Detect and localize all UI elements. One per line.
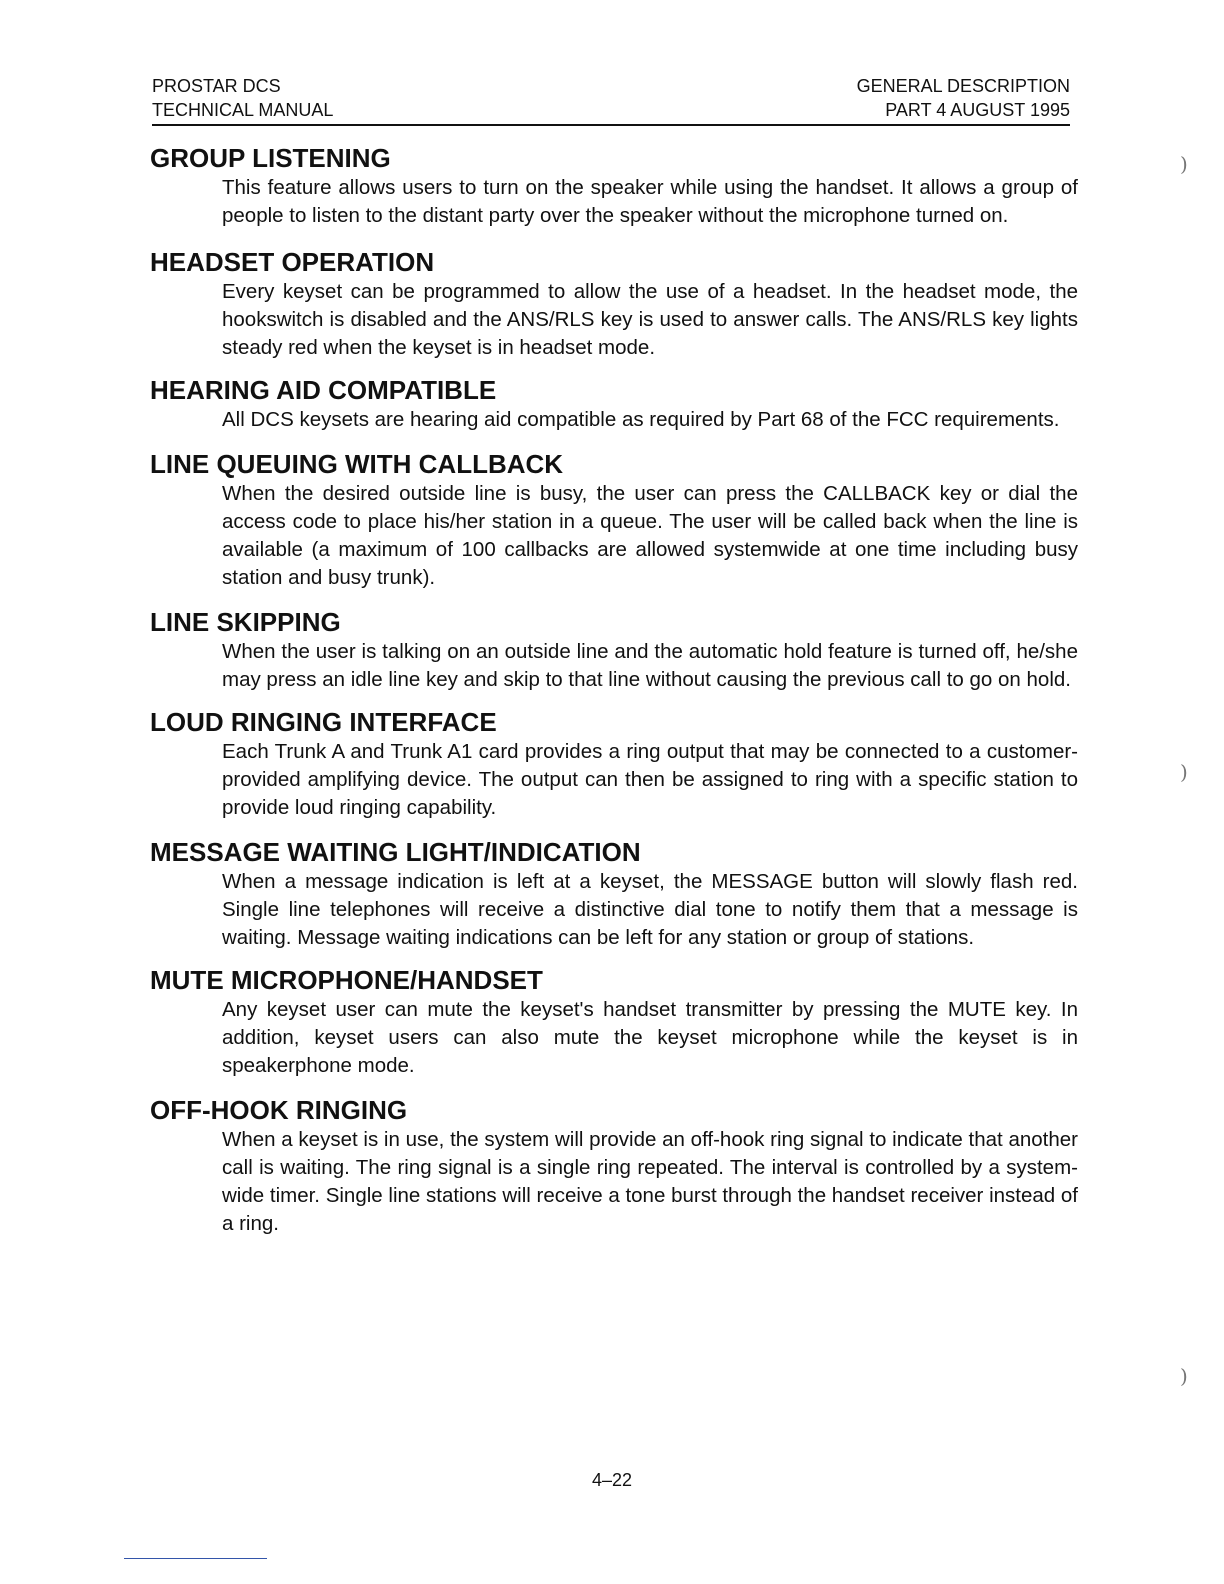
header-right: [857, 74, 1070, 122]
binding-mark-icon: ): [1180, 1364, 1188, 1388]
page-content: [150, 142, 1078, 1238]
section-line-skipping: [150, 606, 1078, 694]
header-left: [152, 74, 333, 122]
section-headset-operation: [150, 246, 1078, 362]
section-body: Any keyset user can mute the keyset's handset transmitter by pressing the MUTE key. In addition, keyset users can also mute the keyset microphone while the keyset is in speakerphone mode.: [222, 998, 1078, 1077]
section-off-hook-ringing: [150, 1094, 1078, 1238]
binding-mark-icon: ): [1180, 152, 1188, 176]
section-body: Each Trunk A and Trunk A1 card provides a ring output that may be connected to a customer-provided amplifying device. The output can then be assigned to ring with a specific station to provide loud ringing capability.: [222, 740, 1078, 819]
page-footer: [0, 1468, 1224, 1492]
section-title: HEADSET OPERATION: [150, 247, 435, 277]
section-title: LOUD RINGING INTERFACE: [150, 707, 497, 737]
binding-mark-icon: ): [1180, 760, 1188, 784]
footnote-rule: [124, 1558, 267, 1559]
section-title: LINE QUEUING WITH CALLBACK: [150, 449, 564, 479]
section-title: HEARING AID COMPATIBLE: [150, 375, 497, 405]
section-group-listening: [150, 142, 1078, 230]
section-mute-microphone-handset: [150, 964, 1078, 1080]
section-loud-ringing-interface: [150, 706, 1078, 822]
header-product: PROSTAR DCS: [152, 76, 281, 96]
header-part-date: PART 4 AUGUST 1995: [885, 100, 1070, 120]
section-body: All DCS keysets are hearing aid compatible as required by Part 68 of the FCC requirements.: [222, 408, 1060, 431]
section-line-queuing-with-callback: [150, 448, 1078, 592]
section-body: Every keyset can be programmed to allow the use of a headset. In the headset mode, the hookswitch is disabled and the ANS/RLS key is used to answer calls. The ANS/RLS key lights steady red when the keyset is in headset mode.: [222, 280, 1078, 359]
section-title: MESSAGE WAITING LIGHT/INDICATION: [150, 837, 641, 867]
section-title: GROUP LISTENING: [150, 143, 391, 173]
section-title: MUTE MICROPHONE/HANDSET: [150, 965, 543, 995]
section-body: When a message indication is left at a keyset, the MESSAGE button will slowly flash red. Single line telephones will receive a distinctive dial tone to notify them that a message is waiting. Message waiting indications can be left for any station or group of stations.: [222, 870, 1078, 949]
section-message-waiting: [150, 836, 1078, 952]
section-title: LINE SKIPPING: [150, 607, 341, 637]
header-chapter: GENERAL DESCRIPTION: [856, 76, 1070, 96]
header-manual: TECHNICAL MANUAL: [152, 100, 334, 120]
section-body: When the desired outside line is busy, the user can press the CALLBACK key or dial the access code to place his/her station in a queue. The user will be called back when the line is available (a maximum of 100 callbacks are allowed systemwide at one time including busy station and busy trunk).: [222, 482, 1078, 589]
section-body: When a keyset is in use, the system will provide an off-hook ring signal to indicate that another call is waiting. The ring signal is a single ring repeated. The interval is controlled by a system-wide timer. Single line stations will receive a tone burst through the handset receiver instead of a ring.: [222, 1128, 1078, 1235]
section-body: This feature allows users to turn on the speaker while using the handset. It allows a group of people to listen to the distant party over the speaker without the microphone turned on.: [222, 176, 1078, 227]
page-header: [152, 74, 1070, 126]
section-hearing-aid-compatible: [150, 374, 1078, 434]
page-number: 4–22: [591, 1470, 633, 1490]
section-body: When the user is talking on an outside line and the automatic hold feature is turned off, he/she may press an idle line key and skip to that line without causing the previous call to go on hold.: [222, 640, 1078, 691]
section-title: OFF-HOOK RINGING: [150, 1095, 408, 1125]
